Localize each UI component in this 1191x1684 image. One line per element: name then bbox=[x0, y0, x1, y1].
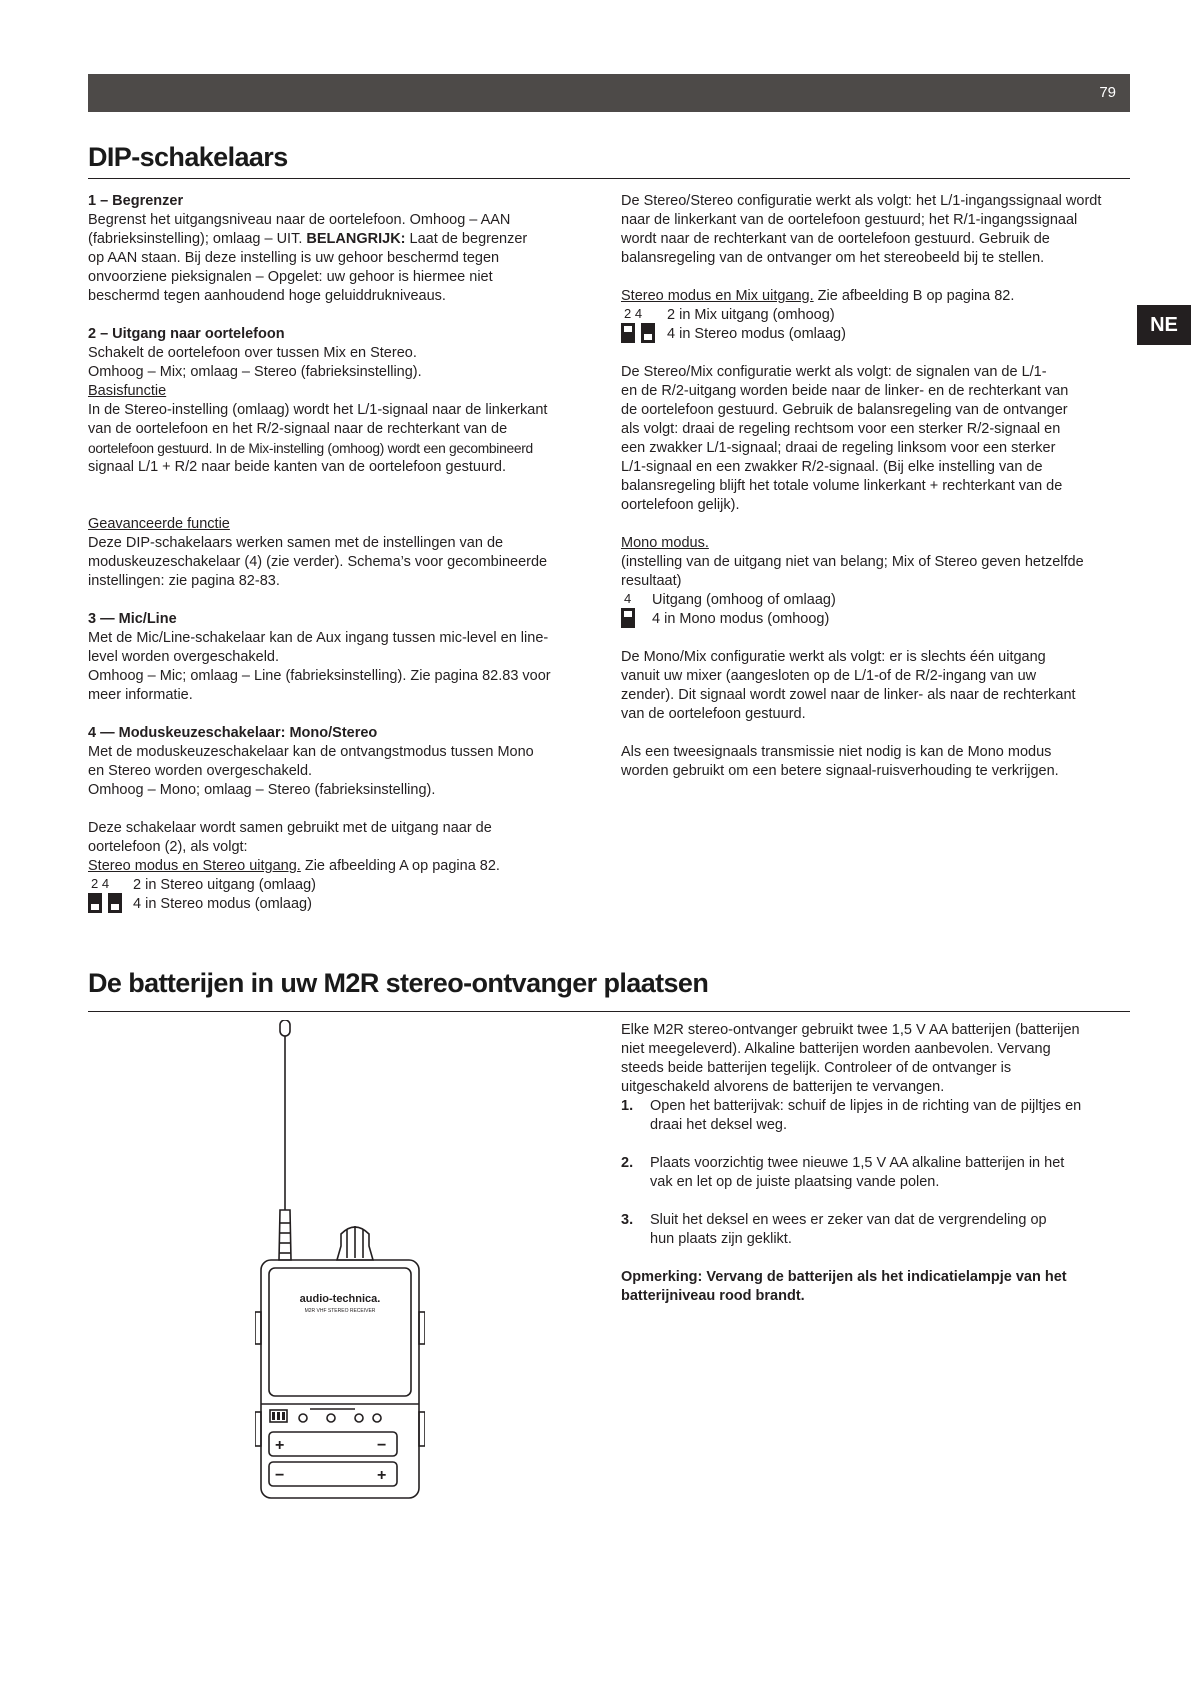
text-line: Begrenst het uitgangsniveau naar de oortelefoon. Omhoog – AAN bbox=[88, 212, 511, 228]
dip-switch-4-up bbox=[621, 608, 635, 628]
balance-knob-icon bbox=[299, 1414, 307, 1422]
dip-diagram-c bbox=[621, 591, 1133, 629]
section-title-dip: DIP-schakelaars bbox=[88, 142, 288, 172]
s3-title: 3 — Mic/Line bbox=[88, 611, 177, 627]
text-line: naar de linkerkant van de oortelefoon gestuurd; het R/1-ingangssignaal bbox=[621, 212, 1078, 228]
dip-label: 4 in Mono modus (omhoog) bbox=[652, 611, 830, 627]
important-label: BELANGRIJK: bbox=[306, 231, 406, 247]
text-line: Als een tweesignaals transmissie niet nodig is kan de Mono modus bbox=[621, 744, 1052, 760]
text-line: Omhoog – Mic; omlaag – Line (fabrieksinstelling). Zie pagina 82.83 voor bbox=[88, 668, 551, 684]
figure-reference: Zie afbeelding A op pagina 82. bbox=[300, 858, 500, 874]
text-line: Elke M2R stereo-ontvanger gebruikt twee 1,5 V AA batterijen (batterijen bbox=[621, 1022, 1080, 1038]
text-span: Laat de begrenzer bbox=[405, 231, 528, 247]
step-number: 2. bbox=[621, 1155, 634, 1171]
text-line: balansregeling van de ontvanger om het stereobeeld bij te stellen. bbox=[621, 250, 1045, 266]
text-line: oortelefoon gestuurd. In de Mix-instelling (omhoog) wordt een gecombineerd bbox=[88, 441, 533, 456]
dip-numbers: 2 4 bbox=[624, 306, 643, 321]
text-line bbox=[621, 287, 1133, 306]
text-line: Met de moduskeuzeschakelaar kan de ontvangstmodus tussen Mono bbox=[88, 744, 534, 760]
text-line: beschermd tegen aanhoudend hoge geluiddrukniveaus. bbox=[88, 288, 446, 304]
dip-label: Uitgang (omhoog of omlaag) bbox=[652, 592, 836, 608]
text-line: op AAN staan. Bij deze instelling is uw gehoor beschermd tegen bbox=[88, 250, 500, 266]
stereo-mix-heading: Stereo modus en Mix uitgang. bbox=[621, 288, 814, 304]
dip-switch-2-down bbox=[88, 893, 102, 913]
note-line: batterijniveau rood brandt. bbox=[621, 1288, 805, 1304]
advanced-function-heading: Geavanceerde functie bbox=[88, 516, 230, 532]
model-label: M2R VHF STEREO RECEIVER bbox=[304, 1308, 376, 1314]
text-line bbox=[88, 857, 603, 876]
antenna-tip bbox=[280, 1020, 290, 1036]
text-line: Sluit het deksel en wees er zeker van dat de vergrendeling op bbox=[650, 1212, 1047, 1228]
text-line: signaal L/1 + R/2 naar beide kanten van de oortelefoon gestuurd. bbox=[88, 459, 506, 475]
text-line: als volgt: draai de regeling rechtsom voor een sterker R/2-signaal en bbox=[621, 421, 1061, 437]
basic-function-heading: Basisfunctie bbox=[88, 383, 167, 399]
spacer bbox=[621, 1135, 1133, 1154]
minus-terminal: − bbox=[377, 1437, 387, 1454]
spacer bbox=[621, 1192, 1133, 1211]
text-line: meer informatie. bbox=[88, 687, 193, 703]
s4-title: 4 — Moduskeuzeschakelaar: Mono/Stereo bbox=[88, 725, 378, 741]
mono-mode-heading: Mono modus. bbox=[621, 535, 709, 551]
side-latch-right bbox=[419, 1412, 425, 1446]
plus-terminal: + bbox=[377, 1467, 387, 1484]
text-line: oortelefoon gelijk). bbox=[621, 497, 740, 513]
dip-switch-4-down bbox=[641, 323, 655, 343]
text-line: instellingen: zie pagina 82-83. bbox=[88, 573, 280, 589]
language-tab: NE bbox=[1137, 305, 1191, 345]
text-line: De Mono/Mix configuratie werkt als volgt: er is slechts één uitgang bbox=[621, 649, 1046, 665]
text-line: (instelling van de uitgang niet van belang; Mix of Stereo geven hetzelfde bbox=[621, 554, 1084, 570]
text-line: resultaat) bbox=[621, 573, 682, 589]
note-line: Opmerking: Vervang de batterijen als het indicatielampje van het bbox=[621, 1269, 1067, 1285]
s1-title: 1 – Begrenzer bbox=[88, 193, 184, 209]
figure-reference: Zie afbeelding B op pagina 82. bbox=[813, 288, 1015, 304]
battery-instructions bbox=[621, 1021, 1133, 1306]
text-line: balansregeling blijft het totale volume linkerkant + rechterkant van de bbox=[621, 478, 1063, 494]
receiver-illustration bbox=[255, 1020, 425, 1500]
left-column bbox=[88, 192, 603, 914]
text-line: vanuit uw mixer (aangesloten op de L/1-of de R/2-ingang van uw bbox=[621, 668, 1037, 684]
dip-label: 2 in Mix uitgang (omhoog) bbox=[667, 307, 835, 323]
text-line: en de R/2-uitgang worden beide naar de linker- en de rechterkant van bbox=[621, 383, 1069, 399]
text-line: L/1-signaal en een zwakker R/2-signaal. (Bij elke instelling van de bbox=[621, 459, 1043, 475]
dip-diagram-a bbox=[88, 876, 603, 914]
text-line: De Stereo/Stereo configuratie werkt als volgt: het L/1-ingangssignaal wordt bbox=[621, 193, 1102, 209]
text-line: van de oortelefoon gestuurd. bbox=[621, 706, 806, 722]
dip-label: 4 in Stereo modus (omlaag) bbox=[133, 896, 312, 912]
text-line: steeds beide batterijen tegelijk. Controleer of de ontvanger is bbox=[621, 1060, 1012, 1076]
text-line: van de oortelefoon en het R/2-signaal naar de rechterkant van de bbox=[88, 421, 508, 437]
battery-cover bbox=[269, 1268, 411, 1396]
text-line: de oortelefoon gestuurd. Gebruik de balansregeling van de ontvanger bbox=[621, 402, 1068, 418]
step-number: 1. bbox=[621, 1098, 634, 1114]
list-item bbox=[621, 1154, 1133, 1192]
volume-knob-icon bbox=[373, 1414, 381, 1422]
text-line: Deze DIP-schakelaars werken samen met de instellingen van de bbox=[88, 535, 504, 551]
channel-knob-icon bbox=[327, 1414, 335, 1422]
text-span: (fabrieksinstelling); omlaag – UIT. bbox=[88, 231, 307, 247]
dip-diagram-b bbox=[621, 306, 1133, 344]
side-latch-left bbox=[255, 1412, 261, 1446]
section-rule bbox=[88, 178, 1130, 179]
text-line: Schakelt de oortelefoon over tussen Mix en Stereo. bbox=[88, 345, 417, 361]
text-line: Open het batterijvak: schuif de lipjes in de richting van de pijltjes en bbox=[650, 1098, 1082, 1114]
section-rule bbox=[88, 1011, 1130, 1012]
text-line: Omhoog – Mix; omlaag – Stereo (fabrieksinstelling). bbox=[88, 364, 422, 380]
text-line: vak en let op de juiste plaatsing vande polen. bbox=[650, 1174, 940, 1190]
squelch-knob-icon bbox=[355, 1414, 363, 1422]
text-line bbox=[88, 230, 603, 249]
text-line: Omhoog – Mono; omlaag – Stereo (fabrieksinstelling). bbox=[88, 782, 436, 798]
text-line: Deze schakelaar wordt samen gebruikt met de uitgang naar de bbox=[88, 820, 492, 836]
stereo-stereo-heading: Stereo modus en Stereo uitgang. bbox=[88, 858, 301, 874]
text-line: en Stereo worden overgeschakeld. bbox=[88, 763, 313, 779]
steps-list bbox=[621, 1097, 1133, 1249]
dip-switch-2-up bbox=[621, 323, 635, 343]
text-line: In de Stereo-instelling (omlaag) wordt het L/1-signaal naar de linkerkant bbox=[88, 402, 548, 418]
text-line: niet meegeleverd). Alkaline batterijen worden aanbevolen. Vervang bbox=[621, 1041, 1051, 1057]
text-line: worden gebruikt om een betere signaal-ruisverhouding te verkrijgen. bbox=[621, 763, 1059, 779]
belt-clip-right bbox=[419, 1312, 425, 1344]
text-line: moduskeuzeschakelaar (4) (zie verder). Schema’s voor gecombineerde bbox=[88, 554, 548, 570]
text-line: Met de Mic/Line-schakelaar kan de Aux ingang tussen mic-level en line- bbox=[88, 630, 549, 646]
text-line: onvoorziene pieksignalen – Opgelet: uw gehoor is hiermee niet bbox=[88, 269, 493, 285]
text-line: level worden overgeschakeld. bbox=[88, 649, 280, 665]
text-line: oortelefoon (2), als volgt: bbox=[88, 839, 248, 855]
section-title-batteries: De batterijen in uw M2R stereo-ontvanger plaatsen bbox=[88, 968, 709, 998]
dip-numbers: 2 4 bbox=[91, 876, 110, 891]
list-item bbox=[621, 1211, 1133, 1249]
text-line: uitgeschakeld alvorens de batterijen te vervangen. bbox=[621, 1079, 945, 1095]
brand-logo: audio-technica. bbox=[299, 1293, 381, 1305]
dip-label: 2 in Stereo uitgang (omlaag) bbox=[133, 877, 316, 893]
dip-switch-4-down bbox=[108, 893, 122, 913]
step-number: 3. bbox=[621, 1212, 634, 1228]
list-item bbox=[621, 1097, 1133, 1135]
text-line: hun plaats zijn geklikt. bbox=[650, 1231, 792, 1247]
text-line: zender). Dit signaal wordt zowel naar de linker- als naar de rechterkant bbox=[621, 687, 1076, 703]
s2-title: 2 – Uitgang naar oortelefoon bbox=[88, 326, 285, 342]
right-column bbox=[621, 192, 1133, 781]
text-line: draai het deksel weg. bbox=[650, 1117, 788, 1133]
text-line: De Stereo/Mix configuratie werkt als volgt: de signalen van de L/1- bbox=[621, 364, 1047, 380]
dip-numbers: 4 bbox=[624, 591, 632, 606]
belt-clip-left bbox=[255, 1312, 261, 1344]
dip-label: 4 in Stereo modus (omlaag) bbox=[667, 326, 846, 342]
text-line: Plaats voorzichtig twee nieuwe 1,5 V AA alkaline batterijen in het bbox=[650, 1155, 1065, 1171]
page-number: 79 bbox=[1099, 84, 1116, 101]
text-line: een zwakker L/1-signaal; draai de regeling linksom voor een sterker bbox=[621, 440, 1056, 456]
minus-terminal: − bbox=[275, 1467, 285, 1484]
text-line: wordt naar de rechterkant van de oortelefoon gestuurd. Gebruik de bbox=[621, 231, 1050, 247]
plus-terminal: + bbox=[275, 1437, 285, 1454]
header-bar bbox=[88, 74, 1130, 112]
